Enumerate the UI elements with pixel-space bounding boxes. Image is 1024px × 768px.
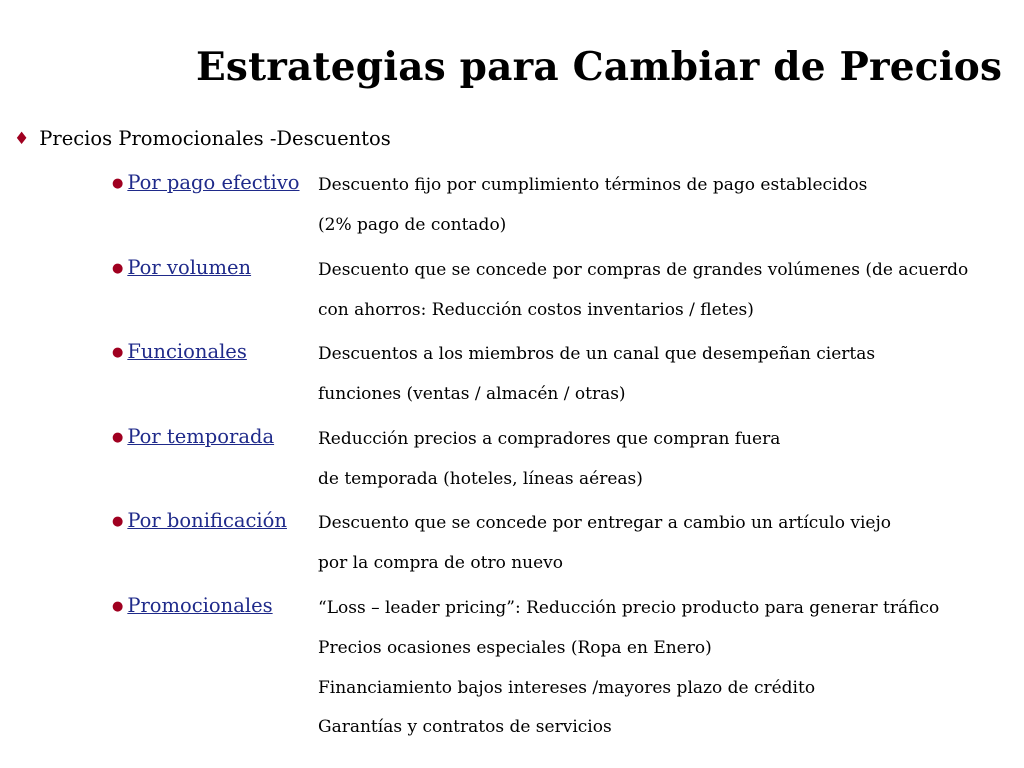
discount-description-line: con ahorros: Reducción costos inventarios / fletes)	[318, 300, 754, 320]
discount-description-line: Descuento fijo por cumplimiento términos de pago establecidos	[318, 175, 868, 195]
discount-description-line: Descuentos a los miembros de un canal que desempeñan ciertas	[318, 344, 876, 364]
dot-bullet-icon: ●	[112, 344, 124, 360]
discount-description-line: Garantías y contratos de servicios	[318, 717, 612, 737]
link-por-pago-efectivo[interactable]: Por pago efectivo	[127, 171, 300, 194]
discount-item-head	[112, 339, 247, 365]
discount-item-head	[112, 424, 274, 450]
link-funcionales[interactable]: Funcionales	[127, 340, 247, 363]
main-bullet	[14, 126, 391, 152]
slide-title: Estrategias para Cambiar de Precios	[196, 44, 1003, 90]
discount-description-line: de temporada (hoteles, líneas aéreas)	[318, 469, 643, 489]
diamond-bullet-icon: ♦	[14, 129, 30, 149]
discount-description-line: (2% pago de contado)	[318, 215, 507, 235]
discount-description-line: Descuento que se concede por compras de grandes volúmenes (de acuerdo	[318, 260, 969, 280]
dot-bullet-icon: ●	[112, 598, 124, 614]
discount-item-head	[112, 593, 273, 619]
main-bullet-text: Precios Promocionales -Descuentos	[39, 127, 391, 150]
dot-bullet-icon: ●	[112, 260, 124, 276]
link-por-temporada[interactable]: Por temporada	[127, 425, 275, 448]
discount-description-line: Reducción precios a compradores que compran fuera	[318, 429, 781, 449]
discount-description-line: “Loss – leader pricing”: Reducción precio producto para generar tráfico	[318, 598, 940, 618]
discount-item-head	[112, 508, 287, 534]
link-por-volumen[interactable]: Por volumen	[127, 256, 252, 279]
discount-item-head	[112, 255, 251, 281]
dot-bullet-icon: ●	[112, 175, 124, 191]
dot-bullet-icon: ●	[112, 429, 124, 445]
discount-description-line: por la compra de otro nuevo	[318, 553, 564, 573]
link-promocionales[interactable]: Promocionales	[127, 594, 273, 617]
discount-item-head	[112, 170, 300, 196]
discount-description-line: Descuento que se concede por entregar a cambio un artículo viejo	[318, 513, 891, 533]
discount-description-line: funciones (ventas / almacén / otras)	[318, 384, 626, 404]
dot-bullet-icon: ●	[112, 513, 124, 529]
discount-description-line: Precios ocasiones especiales (Ropa en Enero)	[318, 638, 712, 658]
discount-description-line: Financiamiento bajos intereses /mayores plazo de crédito	[318, 678, 816, 698]
link-por-bonificacion[interactable]: Por bonificación	[127, 509, 287, 532]
